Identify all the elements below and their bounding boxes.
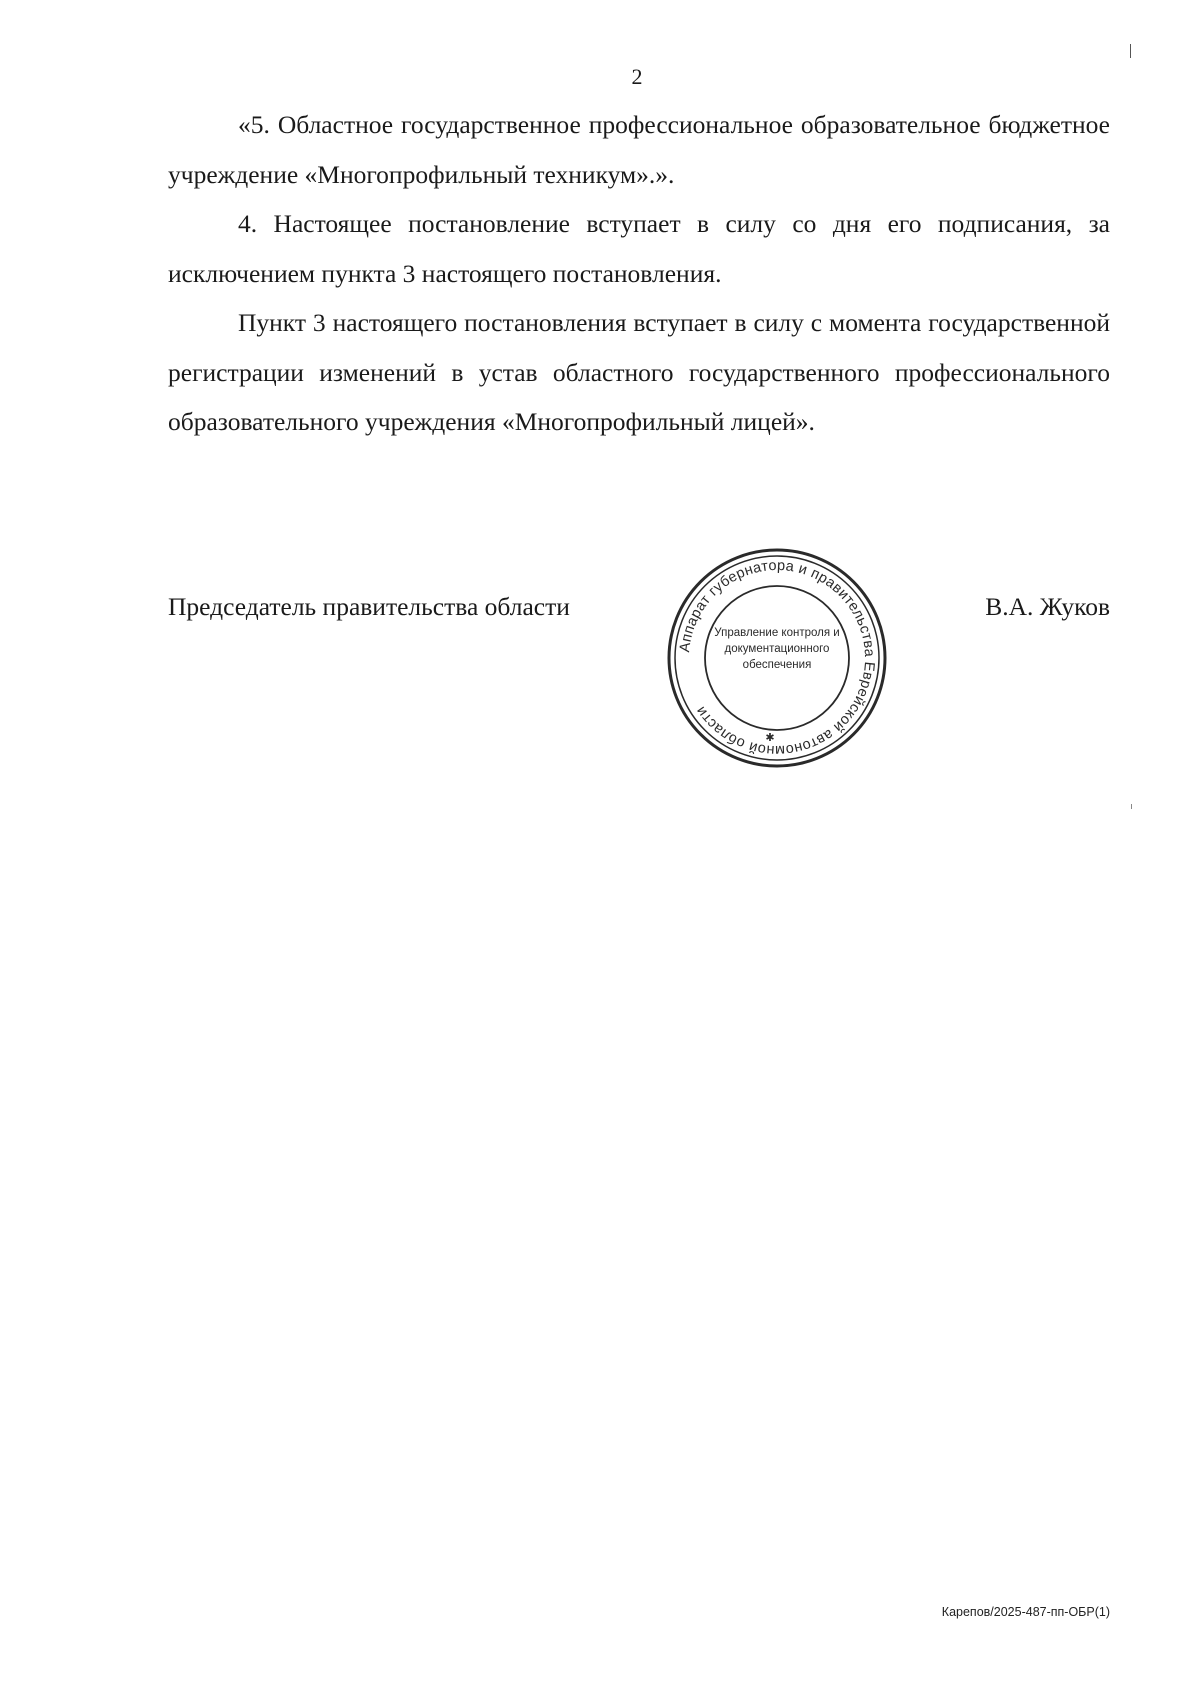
stamp-inner-line-3: обеспечения: [742, 659, 812, 671]
paragraph-clause-3-effective: Пункт 3 настоящего постановления вступает в силу с момента государственной регистрации изменений в устав областного государственного профессионального образовательного учреждения «Многопрофильный лицей».: [168, 308, 1110, 436]
stamp-outer-text: Аппарат губернатора и правительства Еврейской автономной области: [677, 557, 878, 759]
stamp-inner-line-2: документационного: [724, 643, 830, 655]
signatory-name: В.А. Жуков: [985, 592, 1110, 621]
stamp-inner-line-1: Управление контроля и: [714, 627, 840, 639]
signature-block: [168, 592, 1110, 632]
paragraph-item-5: «5. Областное государственное профессиональное образовательное бюджетное учреждение «Многопрофильный техникум».».: [168, 110, 1110, 189]
paragraph-clause-4: 4. Настоящее постановление вступает в силу со дня его подписания, за исключением пункта 3 настоящего постановления.: [168, 209, 1110, 288]
scan-artifact-mark: [1131, 804, 1132, 809]
document-registration-code: Карепов/2025-487-пп-ОБР(1): [941, 1605, 1110, 1619]
official-seal-stamp: [662, 543, 892, 773]
signatory-position: Председатель правительства области: [168, 592, 570, 621]
document-body: [168, 100, 1110, 447]
svg-text:Аппарат губернатора и правител: [677, 558, 877, 758]
scan-artifact-mark: [1130, 44, 1131, 58]
page-number: 2: [631, 64, 643, 89]
stamp-star-icon: ✱: [765, 731, 775, 744]
